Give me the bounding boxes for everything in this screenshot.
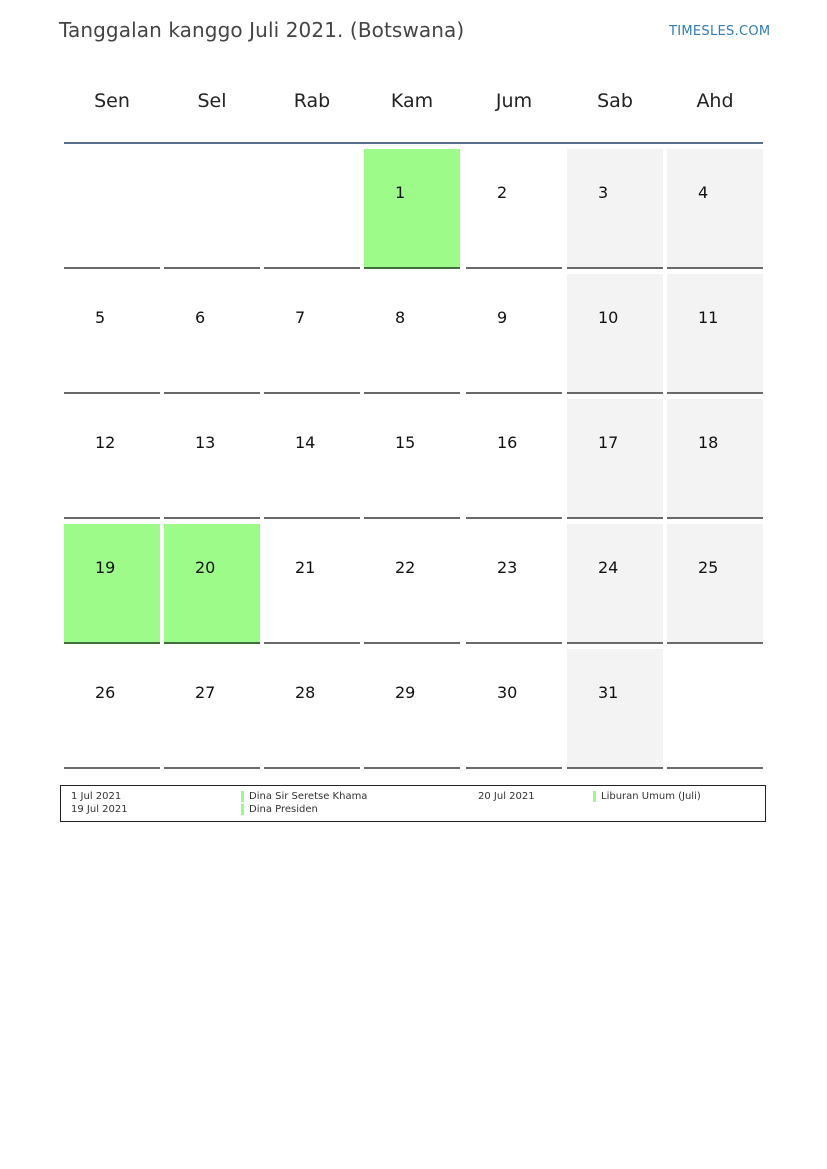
day-number: 28: [295, 683, 316, 702]
holiday-color-marker: [593, 791, 596, 802]
holiday-color-marker: [241, 804, 244, 815]
empty-day-cell: [667, 649, 763, 769]
day-number: 7: [295, 308, 306, 327]
day-number: 13: [195, 433, 216, 452]
day-cell-holiday: [364, 149, 460, 269]
day-cell: [64, 399, 160, 519]
day-number: 21: [295, 558, 316, 577]
day-number: 12: [95, 433, 116, 452]
day-number: 29: [395, 683, 416, 702]
day-cell: [567, 649, 663, 769]
day-cell: [466, 274, 562, 394]
page-title: Tanggalan kanggo Juli 2021. (Botswana): [59, 18, 465, 42]
day-cell: [567, 149, 663, 269]
day-number: 1: [395, 183, 406, 202]
day-cell: [667, 274, 763, 394]
day-cell: [264, 274, 360, 394]
weekday-label: Sel: [197, 90, 227, 112]
day-cell: [364, 524, 460, 644]
day-cell: [364, 274, 460, 394]
weekday-label: Sab: [597, 90, 633, 112]
day-number: 2: [497, 183, 508, 202]
weekday-label: Rab: [293, 90, 331, 112]
day-cell: [264, 399, 360, 519]
day-number: 18: [698, 433, 719, 452]
weekday-label: Sen: [94, 90, 130, 112]
day-number: 15: [395, 433, 416, 452]
day-number: 31: [598, 683, 619, 702]
day-cell-holiday: [164, 524, 260, 644]
day-number: 11: [698, 308, 719, 327]
day-cell: [466, 399, 562, 519]
day-number: 17: [598, 433, 619, 452]
legend-date: 1 Jul 2021: [71, 791, 122, 802]
weekday-label: Kam: [390, 90, 434, 112]
day-number: 8: [395, 308, 406, 327]
day-cell: [466, 149, 562, 269]
day-number: 26: [95, 683, 116, 702]
day-cell-holiday: [64, 524, 160, 644]
day-number: 23: [497, 558, 518, 577]
day-number: 19: [95, 558, 116, 577]
day-cell: [64, 274, 160, 394]
day-cell: [667, 399, 763, 519]
day-cell: [667, 524, 763, 644]
brand-link[interactable]: TIMESLES.COM: [669, 24, 771, 39]
day-number: 30: [497, 683, 518, 702]
day-cell: [567, 399, 663, 519]
day-number: 14: [295, 433, 316, 452]
day-cell: [164, 399, 260, 519]
day-cell: [264, 524, 360, 644]
weekday-label: Jum: [495, 90, 533, 112]
day-cell: [164, 274, 260, 394]
holiday-color-marker: [241, 791, 244, 802]
day-number: 25: [698, 558, 719, 577]
empty-day-cell: [64, 149, 160, 269]
legend-holiday-name: Dina Sir Seretse Khama: [249, 791, 368, 802]
day-cell: [466, 649, 562, 769]
weekday-label: Ahd: [696, 90, 734, 112]
legend-date: 20 Jul 2021: [478, 791, 535, 802]
day-number: 9: [497, 308, 508, 327]
day-cell: [264, 649, 360, 769]
empty-day-cell: [264, 149, 360, 269]
day-cell: [567, 524, 663, 644]
day-number: 27: [195, 683, 216, 702]
day-cell: [64, 649, 160, 769]
day-number: 22: [395, 558, 416, 577]
header-divider: [64, 142, 763, 144]
legend-holiday-name: Liburan Umum (Juli): [601, 791, 701, 802]
holiday-legend: [60, 785, 766, 822]
day-number: 16: [497, 433, 518, 452]
legend-holiday-name: Dina Presiden: [249, 804, 318, 815]
day-cell: [164, 649, 260, 769]
day-cell: [567, 274, 663, 394]
day-number: 4: [698, 183, 709, 202]
day-cell: [667, 149, 763, 269]
day-number: 3: [598, 183, 609, 202]
day-number: 24: [598, 558, 619, 577]
empty-day-cell: [164, 149, 260, 269]
day-cell: [466, 524, 562, 644]
legend-date: 19 Jul 2021: [71, 804, 128, 815]
day-cell: [364, 649, 460, 769]
day-number: 6: [195, 308, 206, 327]
day-number: 5: [95, 308, 106, 327]
day-number: 20: [195, 558, 216, 577]
day-cell: [364, 399, 460, 519]
day-number: 10: [598, 308, 619, 327]
